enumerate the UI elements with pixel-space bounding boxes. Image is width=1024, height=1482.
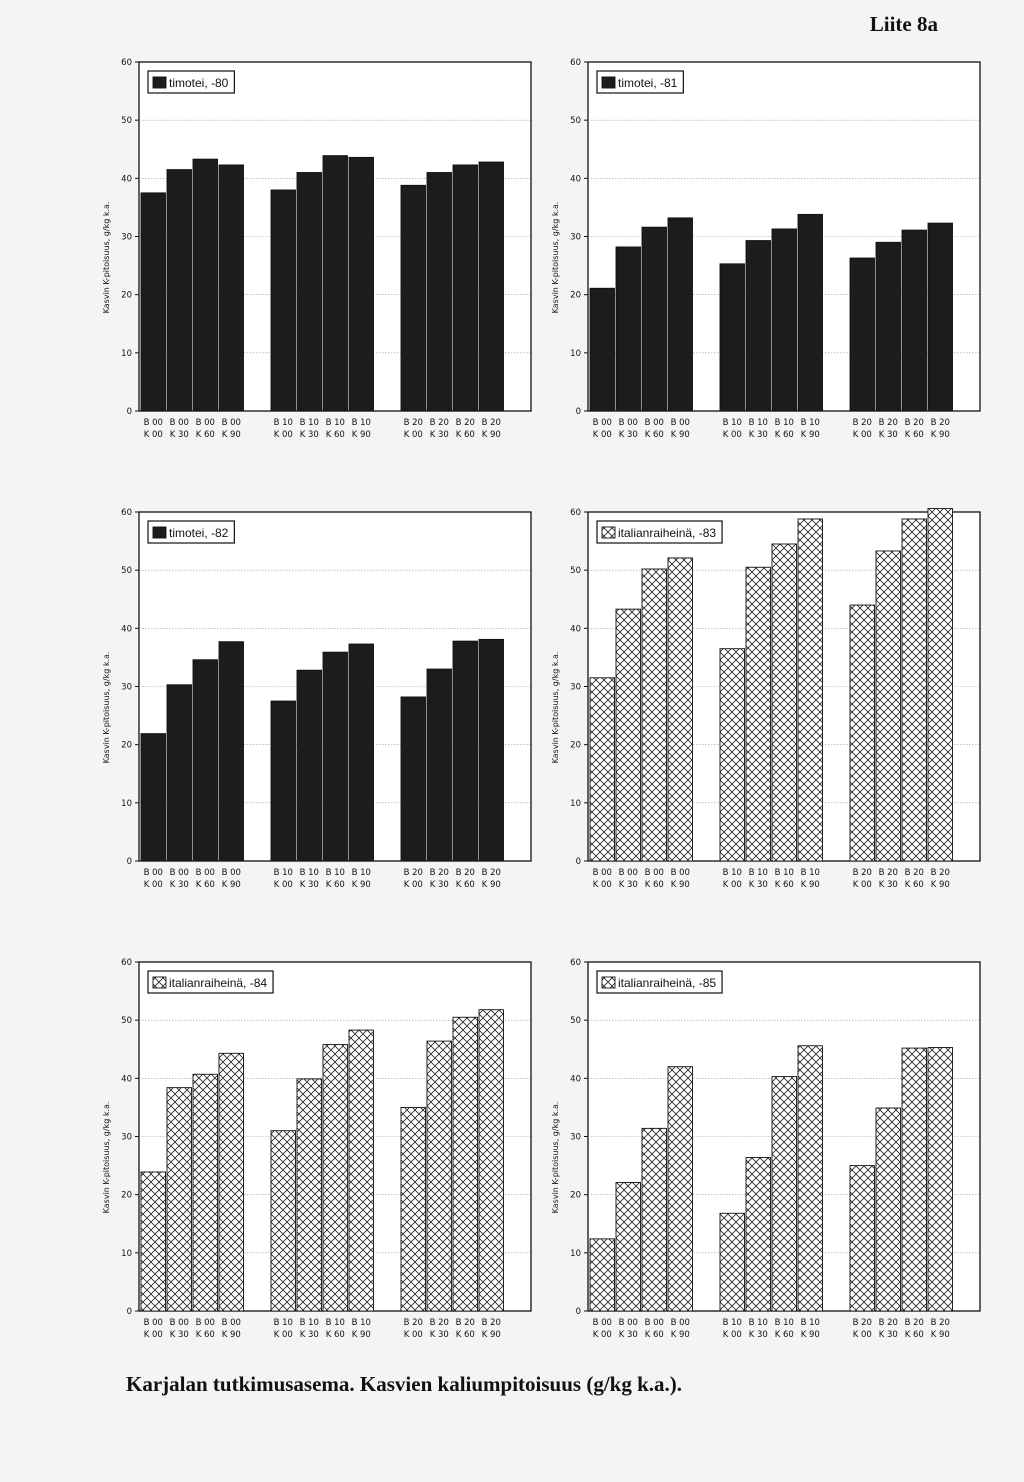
chart-svg: [544, 950, 984, 1355]
x-tick-label-k: K 60: [644, 880, 664, 890]
bar: [668, 1067, 693, 1311]
bar: [616, 609, 641, 861]
legend-label: italianraiheinä, -83: [618, 526, 717, 540]
x-tick-label-b: B 00: [221, 1318, 241, 1328]
x-tick-label-k: K 60: [325, 880, 345, 890]
x-tick-label-b: B 10: [299, 868, 319, 878]
y-tick-label: 40: [121, 174, 132, 185]
y-tick-label: 50: [570, 1016, 581, 1027]
bar: [928, 223, 953, 411]
y-tick-label: 10: [570, 798, 581, 809]
figure-caption: Karjalan tutkimusasema. Kasvien kaliumpitoisuus (g/kg k.a.).: [126, 1372, 683, 1396]
bar: [219, 165, 244, 411]
bar: [479, 1010, 504, 1311]
x-tick-label-b: B 10: [299, 1318, 319, 1328]
y-tick-label: 20: [570, 290, 581, 301]
y-axis-label: Kasvin K-pitoisuus, g/kg k.a.: [551, 1101, 560, 1214]
bar: [427, 173, 452, 411]
bar: [772, 229, 797, 411]
bar: [642, 227, 667, 411]
x-tick-label-b: B 20: [455, 868, 475, 878]
x-tick-label-k: K 30: [169, 880, 189, 890]
x-tick-label-k: K 00: [722, 880, 742, 890]
bar: [590, 1239, 615, 1311]
x-tick-label-k: K 00: [403, 1330, 423, 1340]
x-tick-label-b: B 00: [592, 418, 612, 428]
x-tick-label-k: K 60: [455, 430, 475, 440]
bar: [616, 1182, 641, 1311]
x-tick-label-b: B 20: [878, 418, 898, 428]
bar: [902, 1048, 927, 1311]
x-tick-label-b: B 00: [670, 1318, 690, 1328]
x-tick-label-k: K 60: [195, 880, 215, 890]
x-tick-label-k: K 60: [774, 1330, 794, 1340]
x-tick-label-b: B 00: [618, 418, 638, 428]
bar: [668, 218, 693, 411]
x-tick-label-b: B 00: [670, 418, 690, 428]
x-tick-label-b: B 20: [429, 868, 449, 878]
bar: [642, 1128, 667, 1311]
bar: [850, 258, 875, 411]
x-tick-label-b: B 10: [273, 418, 293, 428]
x-tick-label-k: K 60: [325, 1330, 345, 1340]
x-tick-label-k: K 00: [852, 1330, 872, 1340]
x-tick-label-k: K 60: [455, 880, 475, 890]
x-tick-label-k: K 90: [221, 880, 241, 890]
legend-swatch: [602, 527, 615, 538]
x-tick-label-b: B 00: [195, 418, 215, 428]
x-tick-label-k: K 30: [748, 880, 768, 890]
bar: [876, 1108, 901, 1311]
bar: [746, 1157, 771, 1311]
bar: [427, 669, 452, 861]
x-tick-label-k: K 00: [143, 1330, 163, 1340]
bar: [668, 558, 693, 861]
y-tick-label: 30: [121, 1132, 132, 1143]
y-tick-label: 50: [121, 566, 132, 577]
x-tick-label-b: B 10: [774, 868, 794, 878]
bar: [349, 644, 374, 861]
y-tick-label: 40: [121, 1074, 132, 1085]
legend: [597, 971, 722, 993]
bar: [876, 242, 901, 411]
y-tick-label: 30: [570, 232, 581, 243]
legend-swatch: [153, 977, 166, 988]
x-tick-label-k: K 90: [351, 430, 371, 440]
chart-italianraiheina-83: [544, 500, 984, 905]
x-tick-label-k: K 60: [195, 1330, 215, 1340]
bar: [323, 156, 348, 411]
legend: [597, 71, 683, 93]
chart-timotei-81: [544, 50, 984, 455]
bar: [453, 165, 478, 411]
bar: [616, 247, 641, 411]
x-tick-label-k: K 30: [299, 880, 319, 890]
x-tick-label-b: B 10: [722, 868, 742, 878]
x-tick-label-b: B 20: [930, 1318, 950, 1328]
x-tick-label-b: B 10: [351, 868, 371, 878]
bar: [720, 264, 745, 411]
y-tick-label: 30: [570, 682, 581, 693]
x-tick-label-b: B 00: [644, 418, 664, 428]
bar: [271, 701, 296, 861]
legend-swatch: [153, 77, 166, 88]
x-tick-label-k: K 60: [774, 880, 794, 890]
y-tick-label: 60: [121, 508, 132, 518]
y-tick-label: 0: [126, 407, 132, 417]
bar: [271, 190, 296, 411]
x-tick-label-k: K 00: [722, 1330, 742, 1340]
x-tick-label-b: B 20: [481, 868, 501, 878]
y-tick-label: 40: [570, 174, 581, 185]
x-tick-label-b: B 20: [481, 418, 501, 428]
x-tick-label-b: B 20: [403, 1318, 423, 1328]
x-tick-label-b: B 10: [748, 1318, 768, 1328]
y-tick-label: 10: [121, 798, 132, 809]
y-tick-label: 0: [575, 407, 581, 417]
legend: [148, 71, 234, 93]
x-tick-label-k: K 00: [273, 430, 293, 440]
bar: [401, 185, 426, 411]
x-tick-label-k: K 60: [455, 1330, 475, 1340]
y-tick-label: 30: [121, 232, 132, 243]
x-tick-label-k: K 00: [403, 880, 423, 890]
y-tick-label: 60: [570, 958, 581, 968]
x-tick-label-k: K 00: [592, 880, 612, 890]
bar: [297, 173, 322, 411]
x-tick-label-k: K 00: [592, 1330, 612, 1340]
x-tick-label-k: K 00: [273, 880, 293, 890]
y-tick-label: 50: [570, 116, 581, 127]
x-tick-label-b: B 00: [644, 1318, 664, 1328]
chart-svg: [544, 500, 984, 905]
bar: [746, 241, 771, 411]
x-tick-label-b: B 20: [481, 1318, 501, 1328]
x-tick-label-k: K 90: [351, 1330, 371, 1340]
x-tick-label-b: B 00: [143, 868, 163, 878]
bar: [271, 1131, 296, 1311]
x-tick-label-k: K 60: [644, 1330, 664, 1340]
x-tick-label-k: K 00: [143, 880, 163, 890]
x-tick-label-b: B 10: [722, 418, 742, 428]
x-tick-label-b: B 10: [325, 418, 345, 428]
x-tick-label-b: B 20: [852, 868, 872, 878]
bar: [928, 1048, 953, 1311]
x-tick-label-k: K 30: [618, 430, 638, 440]
x-tick-label-k: K 90: [670, 1330, 690, 1340]
y-tick-label: 40: [121, 624, 132, 635]
chart-svg: [95, 50, 535, 455]
x-tick-label-k: K 30: [429, 1330, 449, 1340]
x-tick-label-b: B 00: [143, 418, 163, 428]
bar: [798, 214, 823, 411]
x-tick-label-k: K 30: [618, 880, 638, 890]
bar: [453, 641, 478, 861]
x-tick-label-k: K 90: [221, 430, 241, 440]
x-tick-label-b: B 20: [455, 418, 475, 428]
legend: [148, 971, 273, 993]
x-tick-label-k: K 90: [800, 880, 820, 890]
y-tick-label: 0: [575, 1307, 581, 1317]
x-tick-label-k: K 60: [904, 430, 924, 440]
chart-svg: [95, 500, 535, 905]
chart-italianraiheina-85: [544, 950, 984, 1355]
x-tick-label-k: K 30: [618, 1330, 638, 1340]
x-tick-label-k: K 90: [481, 880, 501, 890]
x-tick-label-k: K 60: [904, 1330, 924, 1340]
x-tick-label-b: B 20: [455, 1318, 475, 1328]
y-tick-label: 50: [121, 1016, 132, 1027]
x-tick-label-b: B 10: [774, 1318, 794, 1328]
x-tick-label-b: B 20: [429, 418, 449, 428]
y-tick-label: 60: [121, 58, 132, 68]
y-tick-label: 20: [121, 290, 132, 301]
bar: [902, 519, 927, 861]
x-tick-label-b: B 20: [403, 868, 423, 878]
y-tick-label: 50: [121, 116, 132, 127]
x-tick-label-k: K 30: [748, 430, 768, 440]
bar: [590, 288, 615, 411]
x-tick-label-k: K 60: [774, 430, 794, 440]
bar: [219, 1053, 244, 1311]
bar: [772, 544, 797, 861]
x-tick-label-k: K 60: [644, 430, 664, 440]
x-tick-label-k: K 00: [143, 430, 163, 440]
bar: [928, 509, 953, 861]
y-axis-label: Kasvin K-pitoisuus, g/kg k.a.: [102, 201, 111, 314]
x-tick-label-b: B 00: [670, 868, 690, 878]
bar: [772, 1077, 797, 1311]
legend: [597, 521, 722, 543]
bar: [167, 685, 192, 861]
legend: [148, 521, 234, 543]
bar: [349, 1030, 374, 1311]
bar: [219, 642, 244, 861]
y-axis-label: Kasvin K-pitoisuus, g/kg k.a.: [551, 651, 560, 764]
x-tick-label-k: K 60: [325, 430, 345, 440]
x-tick-label-b: B 20: [930, 868, 950, 878]
x-tick-label-k: K 90: [930, 1330, 950, 1340]
x-tick-label-b: B 10: [800, 418, 820, 428]
y-axis-label: Kasvin K-pitoisuus, g/kg k.a.: [102, 1101, 111, 1214]
legend-swatch: [153, 527, 166, 538]
x-tick-label-b: B 10: [299, 418, 319, 428]
x-tick-label-b: B 20: [878, 1318, 898, 1328]
x-tick-label-k: K 90: [481, 430, 501, 440]
x-tick-label-k: K 60: [195, 430, 215, 440]
x-tick-label-b: B 00: [195, 868, 215, 878]
x-tick-label-k: K 30: [748, 1330, 768, 1340]
chart-svg: [544, 50, 984, 455]
bar: [167, 170, 192, 411]
y-tick-label: 60: [570, 58, 581, 68]
x-tick-label-b: B 00: [195, 1318, 215, 1328]
legend-swatch: [602, 977, 615, 988]
y-tick-label: 20: [570, 1190, 581, 1201]
y-tick-label: 10: [570, 348, 581, 359]
x-tick-label-b: B 00: [618, 1318, 638, 1328]
legend-label: timotei, -81: [618, 76, 678, 90]
bar: [902, 230, 927, 411]
x-tick-label-k: K 90: [670, 880, 690, 890]
y-tick-label: 30: [121, 682, 132, 693]
bar: [193, 1074, 218, 1311]
x-tick-label-k: K 90: [481, 1330, 501, 1340]
bar: [323, 652, 348, 861]
x-tick-label-k: K 00: [722, 430, 742, 440]
legend-label: italianraiheinä, -84: [169, 976, 268, 990]
x-tick-label-b: B 10: [748, 418, 768, 428]
y-tick-label: 60: [570, 508, 581, 518]
x-tick-label-k: K 90: [670, 430, 690, 440]
x-tick-label-k: K 00: [852, 880, 872, 890]
y-tick-label: 0: [575, 857, 581, 867]
x-tick-label-b: B 10: [325, 1318, 345, 1328]
x-tick-label-b: B 10: [325, 868, 345, 878]
bar: [453, 1017, 478, 1311]
x-tick-label-k: K 00: [592, 430, 612, 440]
x-tick-label-b: B 20: [429, 1318, 449, 1328]
legend-label: italianraiheinä, -85: [618, 976, 717, 990]
bar: [876, 551, 901, 861]
bar: [798, 519, 823, 861]
x-tick-label-b: B 20: [852, 418, 872, 428]
bar: [193, 660, 218, 861]
bar: [798, 1046, 823, 1311]
x-tick-label-k: K 90: [221, 1330, 241, 1340]
bar: [479, 162, 504, 411]
x-tick-label-b: B 20: [403, 418, 423, 428]
bar: [193, 159, 218, 411]
x-tick-label-b: B 00: [169, 868, 189, 878]
x-tick-label-b: B 00: [221, 418, 241, 428]
x-tick-label-b: B 20: [930, 418, 950, 428]
x-tick-label-k: K 90: [800, 1330, 820, 1340]
x-tick-label-b: B 10: [800, 868, 820, 878]
x-tick-label-k: K 00: [852, 430, 872, 440]
bar: [427, 1041, 452, 1311]
y-tick-label: 0: [126, 1307, 132, 1317]
legend-label: timotei, -82: [169, 526, 229, 540]
x-tick-label-k: K 30: [429, 880, 449, 890]
x-tick-label-b: B 00: [644, 868, 664, 878]
x-tick-label-b: B 10: [800, 1318, 820, 1328]
chart-timotei-82: [95, 500, 535, 905]
x-tick-label-b: B 00: [592, 868, 612, 878]
x-tick-label-b: B 00: [169, 1318, 189, 1328]
y-tick-label: 40: [570, 624, 581, 635]
x-tick-label-k: K 90: [351, 880, 371, 890]
bar: [642, 569, 667, 861]
x-tick-label-b: B 00: [618, 868, 638, 878]
x-tick-label-b: B 10: [722, 1318, 742, 1328]
bar: [479, 639, 504, 861]
chart-svg: [95, 950, 535, 1355]
bar: [720, 649, 745, 861]
y-tick-label: 20: [121, 740, 132, 751]
y-tick-label: 40: [570, 1074, 581, 1085]
x-tick-label-k: K 60: [904, 880, 924, 890]
x-tick-label-k: K 30: [878, 1330, 898, 1340]
x-tick-label-b: B 10: [774, 418, 794, 428]
legend-label: timotei, -80: [169, 76, 229, 90]
x-tick-label-b: B 00: [143, 1318, 163, 1328]
page-header: Liite 8a: [869, 12, 938, 36]
bar: [401, 1107, 426, 1311]
bar: [401, 697, 426, 861]
x-tick-label-b: B 10: [273, 868, 293, 878]
x-tick-label-k: K 30: [299, 430, 319, 440]
y-tick-label: 50: [570, 566, 581, 577]
y-tick-label: 30: [570, 1132, 581, 1143]
x-tick-label-b: B 00: [221, 868, 241, 878]
x-tick-label-k: K 90: [930, 880, 950, 890]
x-tick-label-b: B 20: [904, 868, 924, 878]
legend-swatch: [602, 77, 615, 88]
y-tick-label: 10: [121, 1248, 132, 1259]
chart-timotei-80: [95, 50, 535, 455]
y-axis-label: Kasvin K-pitoisuus, g/kg k.a.: [102, 651, 111, 764]
x-tick-label-k: K 30: [169, 430, 189, 440]
y-tick-label: 20: [121, 1190, 132, 1201]
bar: [141, 193, 166, 411]
bar: [590, 678, 615, 861]
x-tick-label-k: K 00: [273, 1330, 293, 1340]
y-tick-label: 20: [570, 740, 581, 751]
x-tick-label-k: K 30: [299, 1330, 319, 1340]
y-tick-label: 10: [570, 1248, 581, 1259]
x-tick-label-b: B 20: [904, 1318, 924, 1328]
bar: [850, 605, 875, 861]
x-tick-label-k: K 30: [429, 430, 449, 440]
x-tick-label-k: K 90: [800, 430, 820, 440]
x-tick-label-b: B 20: [852, 1318, 872, 1328]
x-tick-label-b: B 10: [273, 1318, 293, 1328]
bar: [720, 1213, 745, 1311]
x-tick-label-k: K 30: [169, 1330, 189, 1340]
y-tick-label: 60: [121, 958, 132, 968]
chart-italianraiheina-84: [95, 950, 535, 1355]
y-tick-label: 10: [121, 348, 132, 359]
y-tick-label: 0: [126, 857, 132, 867]
bar: [297, 1079, 322, 1311]
x-tick-label-k: K 90: [930, 430, 950, 440]
bar: [323, 1045, 348, 1311]
x-tick-label-b: B 00: [592, 1318, 612, 1328]
bar: [141, 734, 166, 861]
bar: [141, 1172, 166, 1311]
x-tick-label-b: B 20: [878, 868, 898, 878]
bar: [746, 567, 771, 861]
bar: [349, 157, 374, 411]
x-tick-label-b: B 20: [904, 418, 924, 428]
bar: [167, 1088, 192, 1311]
x-tick-label-k: K 30: [878, 880, 898, 890]
x-tick-label-k: K 00: [403, 430, 423, 440]
x-tick-label-k: K 30: [878, 430, 898, 440]
x-tick-label-b: B 10: [351, 1318, 371, 1328]
bar: [297, 670, 322, 861]
x-tick-label-b: B 10: [748, 868, 768, 878]
y-axis-label: Kasvin K-pitoisuus, g/kg k.a.: [551, 201, 560, 314]
x-tick-label-b: B 10: [351, 418, 371, 428]
x-tick-label-b: B 00: [169, 418, 189, 428]
bar: [850, 1166, 875, 1311]
